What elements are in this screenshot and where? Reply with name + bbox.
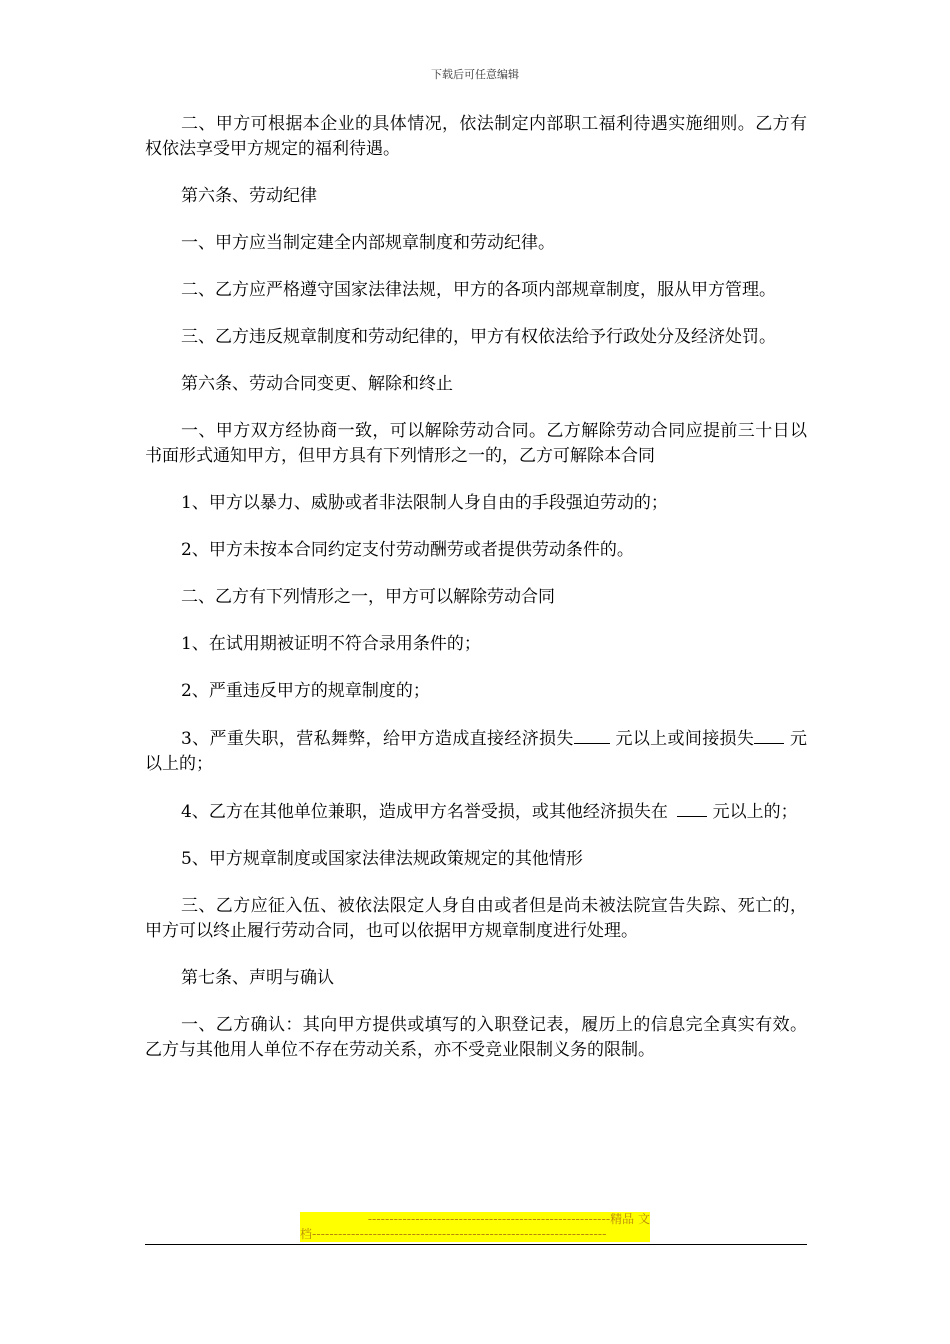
footer-watermark-line-2: 档-------------------------------------------------------------------- xyxy=(300,1227,650,1242)
article-heading: 第七条、声明与确认 xyxy=(181,968,334,988)
paragraph: 二、甲方可根据本企业的具体情况，依法制定内部职工福利待遇实施细则。乙方有权依法享受甲方规定的福利待遇。 xyxy=(145,114,807,159)
paragraph: 三、乙方违反规章制度和劳动纪律的，甲方有权依法给予行政处分及经济处罚。 xyxy=(181,327,776,347)
list-item xyxy=(145,726,807,777)
blank-line xyxy=(677,799,707,817)
list-item: 1、甲方以暴力、威胁或者非法限制人身自由的手段强迫劳动的； xyxy=(181,493,668,513)
paragraph-text: 元以上的； xyxy=(145,729,807,774)
paragraph: 一、甲方应当制定建全内部规章制度和劳动纪律。 xyxy=(181,233,555,253)
footer-watermark-line-1: --------------------------------------------------------精品 文 xyxy=(300,1212,650,1227)
paragraph: 二、乙方有下列情形之一，甲方可以解除劳动合同 xyxy=(181,587,555,607)
paragraph: 一、甲方双方经协商一致，可以解除劳动合同。乙方解除劳动合同应提前三十日以书面形式通知甲方，但甲方具有下列情形之一的，乙方可解除本合同 xyxy=(145,421,807,466)
paragraph: 一、乙方确认：其向甲方提供或填写的入职登记表，履历上的信息完全真实有效。乙方与其他用人单位不存在劳动关系，亦不受竞业限制义务的限制。 xyxy=(145,1015,807,1060)
list-item xyxy=(145,799,807,825)
paragraph-text: 3、严重失职，营私舞弊，给甲方造成直接经济损失 xyxy=(181,729,574,749)
list-item: 1、在试用期被证明不符合录用条件的； xyxy=(181,634,481,654)
list-item: 2、严重违反甲方的规章制度的； xyxy=(181,681,430,701)
blank-line xyxy=(754,726,784,744)
document-body xyxy=(145,112,807,1085)
article-heading: 第六条、劳动纪律 xyxy=(181,186,317,206)
paragraph: 二、乙方应严格遵守国家法律法规，甲方的各项内部规章制度，服从甲方管理。 xyxy=(181,280,776,300)
footer-rule xyxy=(145,1244,807,1245)
page-header: 下载后可任意编辑 xyxy=(431,68,519,81)
article-heading: 第六条、劳动合同变更、解除和终止 xyxy=(181,374,453,394)
list-item: 2、甲方未按本合同约定支付劳动酬劳或者提供劳动条件的。 xyxy=(181,540,634,560)
paragraph-text: 元以上或间接损失 xyxy=(609,729,755,749)
list-item: 5、甲方规章制度或国家法律法规政策规定的其他情形 xyxy=(181,849,583,869)
blank-line xyxy=(574,726,610,744)
paragraph-text: 元以上的； xyxy=(707,802,798,822)
paragraph: 三、乙方应征入伍、被依法限定人身自由或者但是尚未被法院宣告失踪、死亡的，甲方可以终止履行劳动合同，也可以依据甲方规章制度进行处理。 xyxy=(145,896,807,941)
paragraph-text: 4、乙方在其他单位兼职，造成甲方名誉受损，或其他经济损失在 xyxy=(181,802,674,822)
